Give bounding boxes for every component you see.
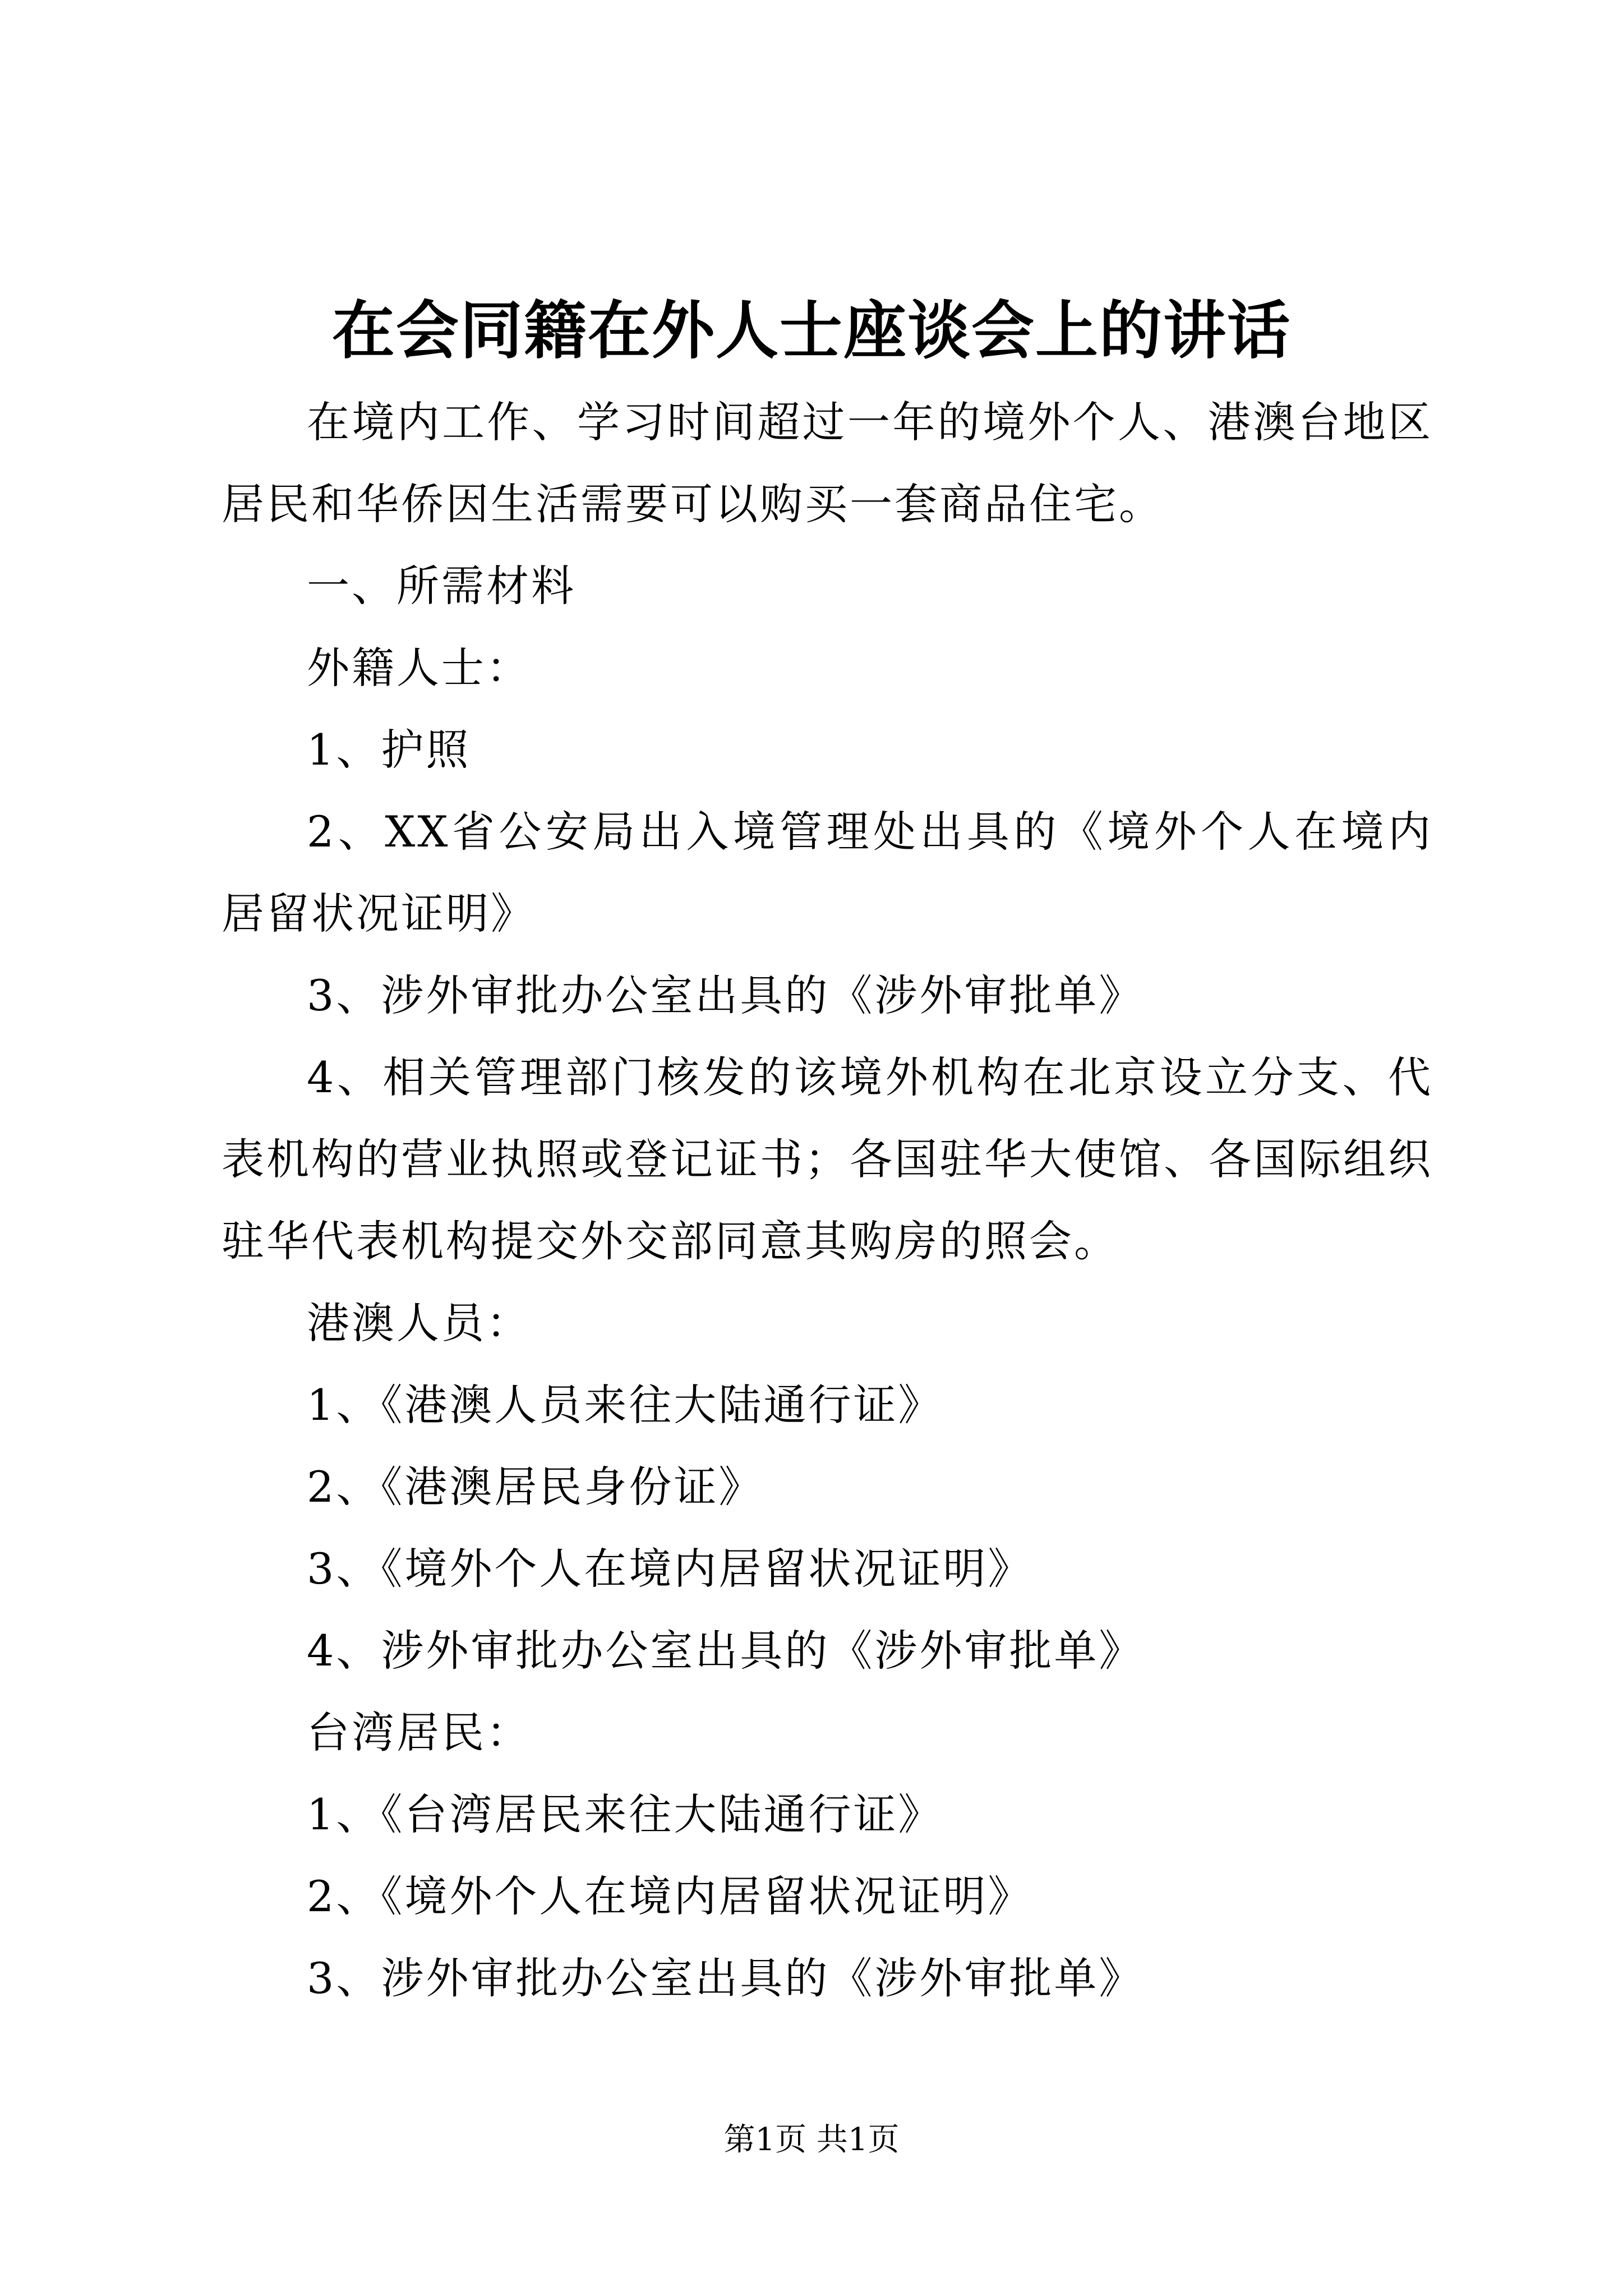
paragraph-intro: 在境内工作、学习时间超过一年的境外个人、港澳台地区居民和华侨因生活需要可以购买一套商品住宅。 <box>222 397 1433 529</box>
list-item: 3、《境外个人在境内居留状况证明》 <box>307 1544 1033 1594</box>
page-title: 在会同籍在外人士座谈会上的讲话 <box>332 294 1291 367</box>
list-item: 1、护照 <box>307 725 471 775</box>
page-footer: 第1页 共1页 <box>723 2122 900 2158</box>
list-item: 3、涉外审批办公室出具的《涉外审批单》 <box>307 970 1144 1020</box>
list-item: 1、《港澳人员来往大陆通行证》 <box>307 1380 943 1430</box>
list-item: 2、XX省公安局出入境管理处出具的《境外个人在境内居留状况证明》 <box>222 807 1433 938</box>
list-item: 2、《港澳居民身份证》 <box>307 1462 764 1512</box>
subheading-foreigners: 外籍人士： <box>307 643 531 693</box>
list-item: 2、《境外个人在境内居留状况证明》 <box>307 1871 1033 1921</box>
list-item: 4、涉外审批办公室出具的《涉外审批单》 <box>307 1626 1144 1676</box>
list-item: 1、《台湾居民来往大陆通行证》 <box>307 1789 943 1839</box>
list-item: 4、相关管理部门核发的该境外机构在北京设立分支、代表机构的营业执照或登记证书；各国驻华大使馆、各国际组织驻华代表机构提交外交部同意其购房的照会。 <box>222 1052 1433 1266</box>
subheading-hk-macao: 港澳人员： <box>307 1298 531 1348</box>
list-item: 3、涉外审批办公室出具的《涉外审批单》 <box>307 1953 1144 2003</box>
subheading-taiwan: 台湾居民： <box>307 1708 531 1757</box>
document-body <box>222 381 1433 2019</box>
section-heading-materials: 一、所需材料 <box>307 561 576 611</box>
